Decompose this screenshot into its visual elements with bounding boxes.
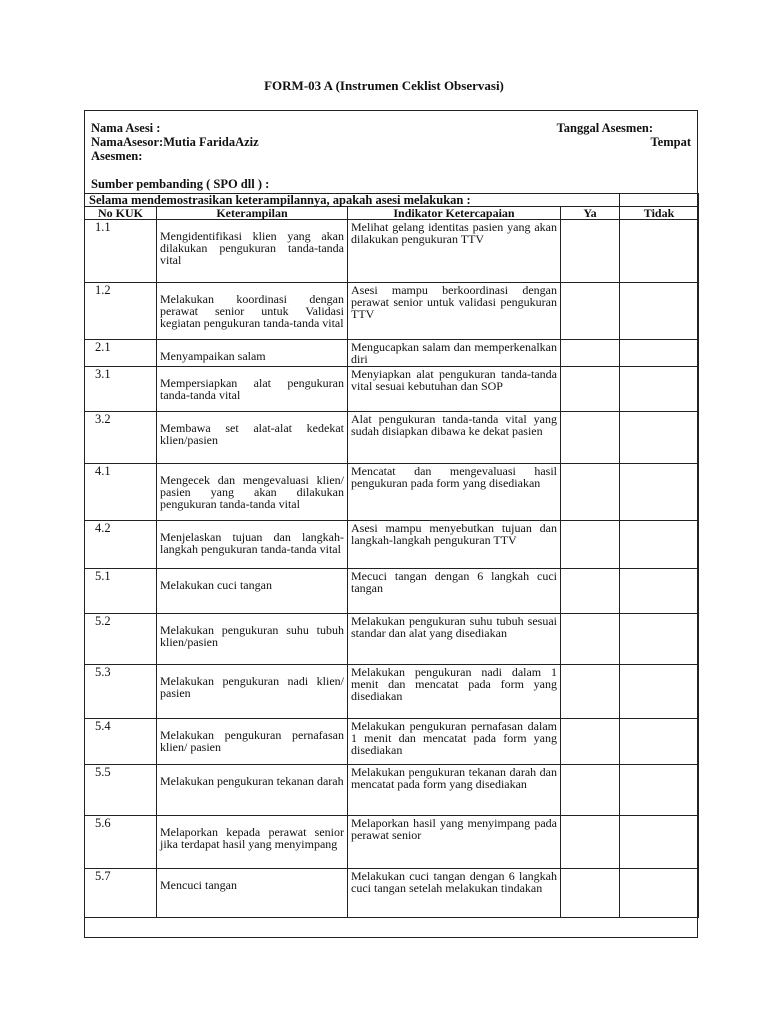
skill-cell: Menjelaskan tujuan dan langkah-langkah pengukuran tanda-tanda vital [157, 521, 348, 569]
ya-checkbox-cell[interactable] [561, 340, 620, 367]
tidak-checkbox-cell[interactable] [620, 521, 699, 569]
tidak-checkbox-cell[interactable] [620, 869, 699, 918]
table-row [85, 719, 699, 765]
kuk-number: 5.1 [85, 569, 157, 614]
kuk-number: 4.1 [85, 464, 157, 521]
table-row [85, 665, 699, 719]
skill-cell: Mempersiapkan alat pengukuran tanda-tanda vital [157, 367, 348, 412]
ya-checkbox-cell[interactable] [561, 614, 620, 665]
indicator-cell: Melakukan pengukuran suhu tubuh sesuai standar dan alat yang disediakan [348, 614, 561, 665]
tidak-checkbox-cell[interactable] [620, 665, 699, 719]
indicator-cell: Melakukan pengukuran tekanan darah dan mencatat pada form yang disediakan [348, 765, 561, 816]
indicator-cell: Asesi mampu menyebutkan tujuan dan langkah-langkah pengukuran TTV [348, 521, 561, 569]
tidak-checkbox-cell[interactable] [620, 412, 699, 464]
table-row [85, 367, 699, 412]
indicator-cell: Melakukan pengukuran pernafasan dalam 1 menit dan mencatat pada form yang disediakan [348, 719, 561, 765]
kuk-number: 1.2 [85, 283, 157, 340]
skill-cell: Melakukan koordinasi dengan perawat senior untuk Validasi kegiatan pengukuran tanda-tanda vital [157, 283, 348, 340]
table-row [85, 869, 699, 918]
skill-cell: Melakukan pengukuran pernafasan klien/ pasien [157, 719, 348, 765]
kuk-number: 3.1 [85, 367, 157, 412]
kuk-number: 5.7 [85, 869, 157, 918]
indicator-cell: Asesi mampu berkoordinasi dengan perawat senior untuk validasi pengukuran TTV [348, 283, 561, 340]
ya-checkbox-cell[interactable] [561, 412, 620, 464]
skill-cell: Melakukan cuci tangan [157, 569, 348, 614]
tidak-checkbox-cell[interactable] [620, 367, 699, 412]
col-header-no-kuk: No KUK [85, 207, 157, 220]
intro-row [85, 194, 699, 207]
kuk-number: 5.2 [85, 614, 157, 665]
observation-form [84, 110, 698, 938]
table-row [85, 220, 699, 283]
ya-checkbox-cell[interactable] [561, 869, 620, 918]
table-row [85, 283, 699, 340]
ya-checkbox-cell[interactable] [561, 816, 620, 869]
skill-cell: Mengecek dan mengevaluasi klien/ pasien yang akan dilakukan pengukuran tanda-tanda vital [157, 464, 348, 521]
ya-checkbox-cell[interactable] [561, 367, 620, 412]
table-row [85, 521, 699, 569]
skill-cell: Mencuci tangan [157, 869, 348, 918]
tidak-checkbox-cell[interactable] [620, 464, 699, 521]
skill-cell: Melakukan pengukuran suhu tubuh klien/pasien [157, 614, 348, 665]
kuk-number: 5.4 [85, 719, 157, 765]
tidak-checkbox-cell[interactable] [620, 283, 699, 340]
col-header-tidak: Tidak [620, 207, 699, 220]
kuk-number: 2.1 [85, 340, 157, 367]
indicator-cell: Melakukan pengukuran nadi dalam 1 menit dan mencatat pada form yang disediakan [348, 665, 561, 719]
indicator-cell: Melihat gelang identitas pasien yang akan dilakukan pengukuran TTV [348, 220, 561, 283]
col-header-keterampilan: Keterampilan [157, 207, 348, 220]
skill-cell: Membawa set alat-alat kedekat klien/pasien [157, 412, 348, 464]
ya-checkbox-cell[interactable] [561, 765, 620, 816]
sumber-pembanding-label: Sumber pembanding ( SPO dll ) : [91, 177, 270, 191]
tidak-checkbox-cell[interactable] [620, 614, 699, 665]
indicator-cell: Mencatat dan mengevaluasi hasil pengukuran pada form yang disediakan [348, 464, 561, 521]
kuk-number: 1.1 [85, 220, 157, 283]
kuk-number: 5.3 [85, 665, 157, 719]
checklist-table [84, 193, 699, 918]
ya-checkbox-cell[interactable] [561, 569, 620, 614]
skill-cell: Mengidentifikasi klien yang akan dilakukan pengukuran tanda-tanda vital [157, 220, 348, 283]
kuk-number: 5.6 [85, 816, 157, 869]
indicator-cell: Mecuci tangan dengan 6 langkah cuci tangan [348, 569, 561, 614]
ya-checkbox-cell[interactable] [561, 220, 620, 283]
tempat-label: Tempat [650, 135, 691, 149]
tidak-checkbox-cell[interactable] [620, 340, 699, 367]
kuk-number: 4.2 [85, 521, 157, 569]
indicator-cell: Menyiapkan alat pengukuran tanda-tanda vital sesuai kebutuhan dan SOP [348, 367, 561, 412]
tidak-checkbox-cell[interactable] [620, 719, 699, 765]
tidak-checkbox-cell[interactable] [620, 569, 699, 614]
col-header-indikator: Indikator Ketercapaian [348, 207, 561, 220]
indicator-cell: Mengucapkan salam dan memperkenalkan diri [348, 340, 561, 367]
tidak-checkbox-cell[interactable] [620, 765, 699, 816]
ya-checkbox-cell[interactable] [561, 283, 620, 340]
skill-cell: Melakukan pengukuran tekanan darah [157, 765, 348, 816]
skill-cell: Melaporkan kepada perawat senior jika terdapat hasil yang menyimpang [157, 816, 348, 869]
asesmen-label: Asesmen: [91, 149, 143, 163]
ya-checkbox-cell[interactable] [561, 719, 620, 765]
header-row [85, 207, 699, 220]
table-row [85, 464, 699, 521]
form-title: FORM-03 A (Instrumen Ceklist Observasi) [264, 78, 504, 93]
col-header-ya: Ya [561, 207, 620, 220]
table-row [85, 340, 699, 367]
kuk-number: 3.2 [85, 412, 157, 464]
nama-asesi-label: Nama Asesi : [91, 121, 161, 135]
table-row [85, 816, 699, 869]
nama-asesor-label: NamaAsesor:Mutia FaridaAziz [91, 135, 259, 149]
table-row [85, 569, 699, 614]
ya-checkbox-cell[interactable] [561, 464, 620, 521]
intro-empty-cell [620, 194, 699, 207]
tidak-checkbox-cell[interactable] [620, 816, 699, 869]
ya-checkbox-cell[interactable] [561, 521, 620, 569]
tidak-checkbox-cell[interactable] [620, 220, 699, 283]
table-row [85, 765, 699, 816]
table-row [85, 412, 699, 464]
kuk-number: 5.5 [85, 765, 157, 816]
table-row [85, 614, 699, 665]
ya-checkbox-cell[interactable] [561, 665, 620, 719]
indicator-cell: Alat pengukuran tanda-tanda vital yang sudah disiapkan dibawa ke dekat pasien [348, 412, 561, 464]
indicator-cell: Melaporkan hasil yang menyimpang pada perawat senior [348, 816, 561, 869]
indicator-cell: Melakukan cuci tangan dengan 6 langkah cuci tangan setelah melakukan tindakan [348, 869, 561, 918]
intro-text: Selama mendemostrasikan keterampilannya, apakah asesi melakukan : [85, 194, 620, 207]
tanggal-asesmen-label: Tanggal Asesmen: [556, 121, 653, 135]
skill-cell: Melakukan pengukuran nadi klien/ pasien [157, 665, 348, 719]
skill-cell: Menyampaikan salam [157, 340, 348, 367]
